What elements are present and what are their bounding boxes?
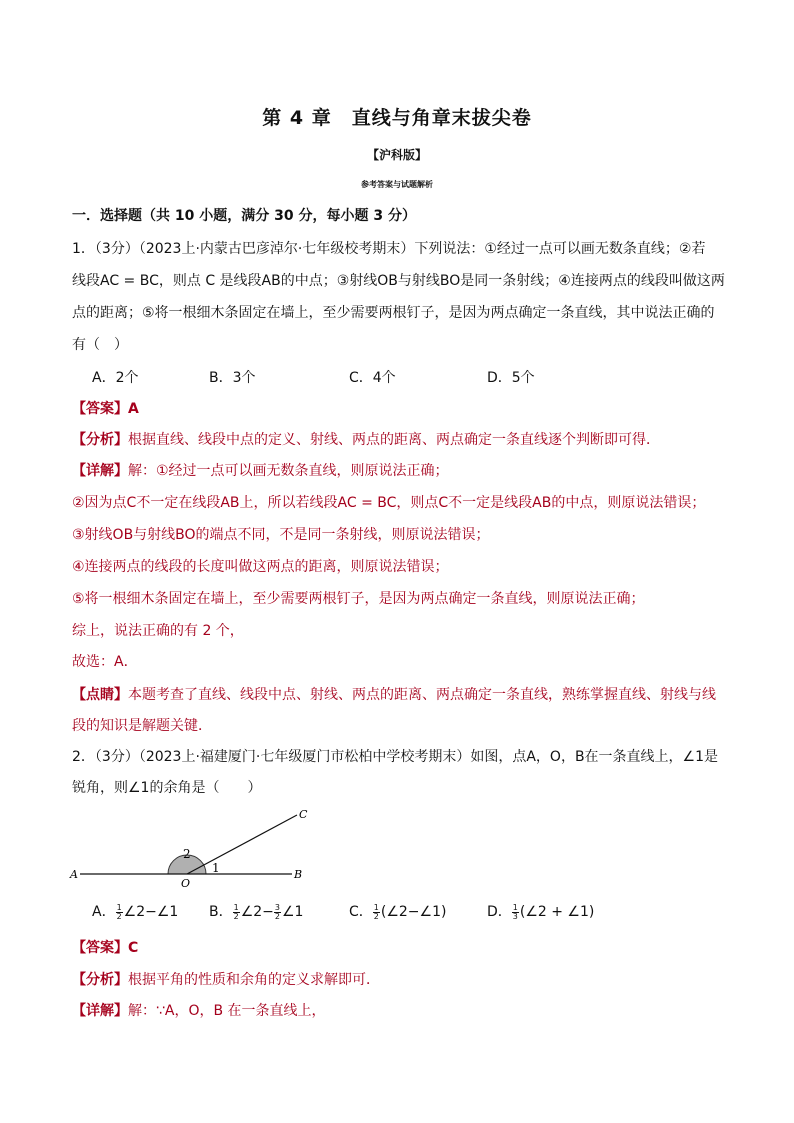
detail-text: 解：①经过一点可以画无数条直线，则原说法正确；: [128, 463, 449, 479]
q2-option-b: B． $\frac{1}{2}$ ∠2− $\frac{3}{2}$ ∠1: [209, 902, 304, 921]
q1-detail-line2: ②因为点C不一定在线段AB上，所以若线段AC = BC，则点C不一定是线段AB的中点，则原说法错误；: [72, 495, 706, 511]
point-b-label: B: [294, 868, 303, 881]
angle-figure: [62, 803, 322, 888]
analysis-tag: 【分析】: [72, 972, 128, 988]
q1-answer: [72, 399, 732, 419]
reference-caption: 参考答案与试题解析: [361, 180, 433, 189]
q2-detail: [72, 1001, 732, 1021]
q2-stem-line1: 2．（3分）（2023上·福建厦门·七年级厦门市松柏中学校考期末）如图，点A，O，B在一条直线上，∠1是: [72, 749, 719, 765]
q2-answer: [72, 938, 732, 958]
answer-value: C: [128, 940, 139, 956]
document-subtitle: 【沪科版】: [366, 148, 427, 162]
point-o-label: O: [181, 877, 191, 888]
q1-option-c: C．4个: [349, 370, 396, 386]
point-c-label: C: [299, 808, 308, 821]
q1-detail-line4: ④连接两点的线段的长度叫做这两点的距离，则原说法错误；: [72, 559, 449, 575]
q2-option-d: D． $\frac{1}{3}$ (∠2 + ∠1): [487, 902, 595, 921]
fraction: $\frac{1}{2}$: [233, 902, 239, 921]
q1-detail-line5: ⑤将一根细木条固定在墙上，至少需要两根钉子，是因为两点确定一条直线，则原说法正确；: [72, 591, 645, 607]
ray-oc: [187, 815, 297, 874]
q1-option-a: A．2个: [92, 370, 139, 386]
q1-comment-line2: 段的知识是解题关键．: [72, 718, 212, 734]
q1-detail-line1: [72, 461, 732, 481]
fraction: $\frac{1}{2}$: [116, 902, 122, 921]
analysis-tag: 【分析】: [72, 432, 128, 448]
fraction: $\frac{1}{3}$: [512, 902, 518, 921]
detail-tag: 【详解】: [72, 463, 128, 479]
q2-option-c: C． $\frac{1}{2}$ (∠2−∠1): [349, 902, 447, 921]
q1-detail-line3: ③射线OB与射线BO的端点不同，不是同一条射线，则原说法错误；: [72, 527, 490, 543]
analysis-text: 根据平角的性质和余角的定义求解即可．: [128, 972, 380, 988]
comment-tag: 【点睛】: [72, 687, 128, 703]
analysis-text: 根据直线、线段中点的定义、射线、两点的距离、两点确定一条直线逐个判断即可得．: [128, 432, 660, 448]
answer-value: A: [128, 401, 139, 417]
q1-option-d: D．5个: [487, 370, 535, 386]
q1-stem-line4: 有（ ）: [72, 337, 128, 353]
comment-text: 本题考查了直线、线段中点、射线、两点的距离、两点确定一条直线，熟练掌握直线、射线与线: [128, 687, 716, 703]
answer-tag: 【答案】: [72, 940, 128, 956]
detail-tag: 【详解】: [72, 1003, 128, 1019]
q1-option-b: B．3个: [209, 370, 256, 386]
section-heading: 一．选择题（共 10 小题，满分 30 分，每小题 3 分）: [72, 208, 416, 224]
q2-analysis: [72, 970, 732, 990]
document-title: 第 4 章 直线与角章末拔尖卷: [262, 107, 532, 129]
q1-stem-line2: 线段AC = BC，则点 C 是线段AB的中点；③射线OB与射线BO是同一条射线；④连接两点的线段叫做这两: [72, 273, 725, 289]
point-a-label: A: [70, 868, 78, 881]
q1-detail-line7: 故选：A．: [72, 654, 138, 670]
q1-analysis: [72, 430, 732, 450]
q1-comment-line1: [72, 685, 732, 705]
q2-stem-line2: 锐角，则∠1的余角是（ ）: [72, 780, 262, 796]
q2-option-a: A． $\frac{1}{2}$ ∠2−∠1: [92, 902, 179, 921]
q1-detail-line6: 综上，说法正确的有 2 个，: [72, 623, 244, 639]
q1-stem-line3: 点的距离；⑤将一根细木条固定在墙上，至少需要两根钉子，是因为两点确定一条直线，其中说法正确的: [72, 305, 715, 321]
angle-1-label: 1: [212, 861, 220, 875]
q1-stem-line1: 1．（3分）（2023上·内蒙古巴彦淖尔·七年级校考期末）下列说法：①经过一点可以画无数条直线；②若: [72, 241, 706, 257]
answer-tag: 【答案】: [72, 401, 128, 417]
angle-2-label: 2: [183, 847, 191, 861]
detail-text: 解：∵A，O，B 在一条直线上，: [128, 1003, 326, 1019]
fraction: $\frac{3}{2}$: [274, 902, 280, 921]
fraction: $\frac{1}{2}$: [373, 902, 379, 921]
